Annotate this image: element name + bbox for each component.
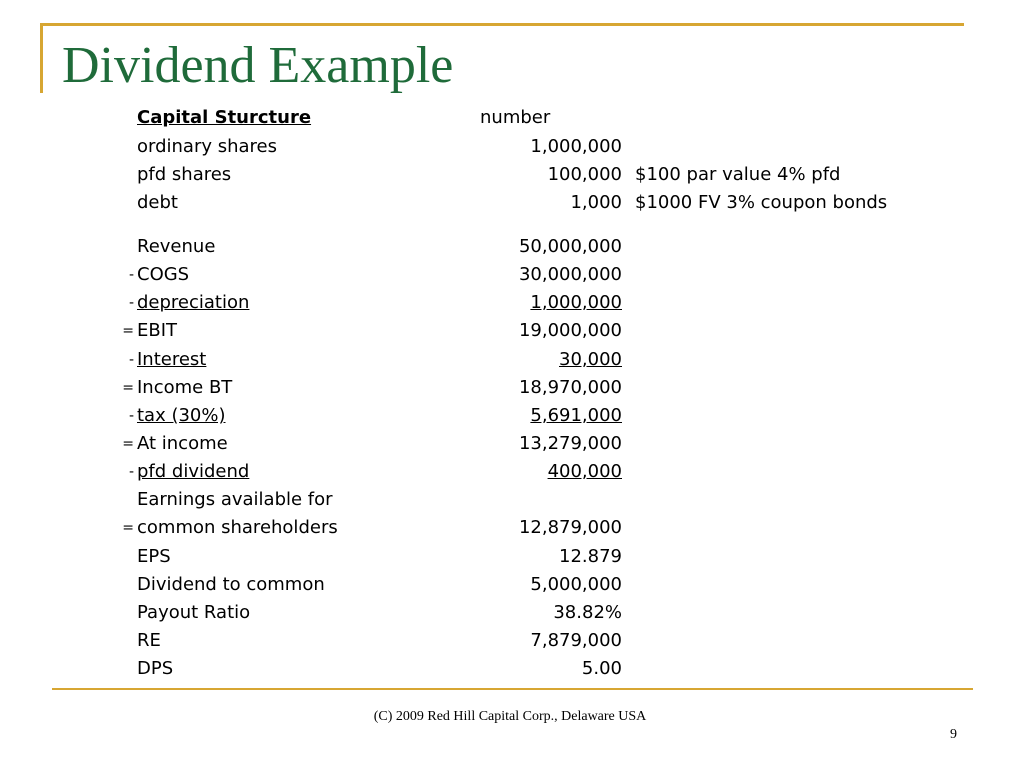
income-row-tax <box>0 403 1024 429</box>
income-row-value: 30,000 <box>559 349 622 370</box>
income-row-value: 7,879,000 <box>530 630 622 651</box>
income-row-label: pfd dividend <box>137 461 250 482</box>
income-row-value: 5,691,000 <box>530 405 622 426</box>
income-row-label: Payout Ratio <box>137 602 251 623</box>
income-row-re <box>0 628 1024 654</box>
income-row-operator: = <box>122 436 134 452</box>
income-row-eps <box>0 544 1024 570</box>
income-row-value: 5,000,000 <box>530 574 622 595</box>
income-row-dividend-to-common <box>0 572 1024 598</box>
slide-title: Dividend Example <box>62 37 454 94</box>
income-row-income-bt <box>0 375 1024 401</box>
income-row-label: common shareholders <box>137 517 338 538</box>
income-row-depreciation <box>0 290 1024 316</box>
income-row-label: Revenue <box>137 236 216 257</box>
capital-row-debt <box>0 190 1024 216</box>
income-row-label: EPS <box>137 546 171 567</box>
capital-row-note: $1000 FV 3% coupon bonds <box>635 192 888 213</box>
income-row-label: Dividend to common <box>137 574 325 595</box>
income-row-common-shareholders <box>0 515 1024 541</box>
income-row-cogs <box>0 262 1024 288</box>
income-row-label: depreciation <box>137 292 250 313</box>
number-column-header: number <box>480 107 551 128</box>
capital-row-label: ordinary shares <box>137 136 278 157</box>
page-number: 9 <box>950 727 957 742</box>
capital-row-value: 100,000 <box>547 164 622 185</box>
income-row-label: Interest <box>137 349 207 370</box>
income-row-value: 18,970,000 <box>518 377 622 398</box>
capital-row-value: 1,000,000 <box>530 136 622 157</box>
income-row-operator: = <box>122 380 134 396</box>
income-row-at-income <box>0 431 1024 457</box>
income-row-value: 5.00 <box>581 658 622 679</box>
income-row-operator: - <box>128 408 134 424</box>
income-row-interest <box>0 347 1024 373</box>
capital-row-label: pfd shares <box>137 164 232 185</box>
income-row-value: 38.82% <box>553 602 622 623</box>
income-row-value: 12,879,000 <box>518 517 622 538</box>
income-row-operator: = <box>122 323 134 339</box>
capital-row-note: $100 par value 4% pfd <box>635 164 841 185</box>
income-row-label: At income <box>137 433 228 454</box>
capital-row-pfd-shares <box>0 162 1024 188</box>
capital-row-ordinary-shares <box>0 134 1024 160</box>
income-row-value: 50,000,000 <box>518 236 622 257</box>
income-row-value: 12.879 <box>559 546 622 567</box>
income-row-operator: - <box>128 267 134 283</box>
footer-divider-line <box>52 688 973 690</box>
income-row-value: 13,279,000 <box>518 433 622 454</box>
income-row-revenue <box>0 234 1024 260</box>
income-row-earnings-available <box>0 487 1024 513</box>
income-row-operator: - <box>128 352 134 368</box>
capital-row-value: 1,000 <box>570 192 622 213</box>
income-row-dps <box>0 656 1024 682</box>
income-row-label: tax (30%) <box>137 405 226 426</box>
income-row-ebit <box>0 318 1024 344</box>
income-row-value: 30,000,000 <box>518 264 622 285</box>
income-row-operator: - <box>128 295 134 311</box>
income-row-pfd-dividend <box>0 459 1024 485</box>
income-row-value: 400,000 <box>547 461 622 482</box>
income-row-operator: - <box>128 464 134 480</box>
income-row-payout-ratio <box>0 600 1024 626</box>
income-row-label: COGS <box>137 264 190 285</box>
income-row-label: Earnings available for <box>137 489 333 510</box>
slide-footer: (C) 2009 Red Hill Capital Corp., Delaware USA <box>373 709 647 724</box>
income-row-value: 1,000,000 <box>530 292 622 313</box>
income-row-operator: = <box>122 520 134 536</box>
income-row-label: Income BT <box>137 377 233 398</box>
income-row-label: DPS <box>137 658 174 679</box>
capital-structure-heading: Capital Sturcture <box>137 107 312 128</box>
capital-row-label: debt <box>137 192 178 213</box>
income-row-label: EBIT <box>137 320 178 341</box>
income-row-label: RE <box>137 630 161 651</box>
capital-structure-header-row <box>0 105 1024 131</box>
income-row-value: 19,000,000 <box>518 320 622 341</box>
